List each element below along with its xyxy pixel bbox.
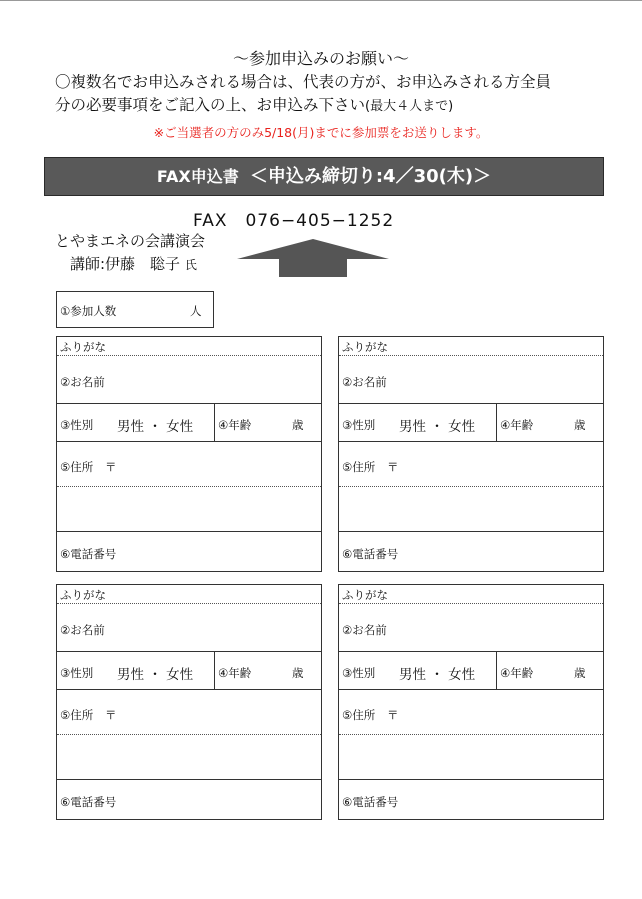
gender-label: ③性別 — [60, 666, 94, 680]
age-unit: 歳 — [292, 418, 304, 432]
gender-options[interactable]: 男性 ・ 女性 — [399, 419, 476, 435]
top-border — [0, 0, 642, 1]
gender-label: ③性別 — [60, 418, 94, 432]
gender-label: ③性別 — [342, 418, 376, 432]
furigana-label: ふりがな — [60, 588, 106, 602]
phone-label: ⑥電話番号 — [342, 795, 399, 809]
banner-deadline: ＜申込み締切り:4／30(木)＞ — [249, 166, 492, 187]
gender-options[interactable]: 男性 ・ 女性 — [399, 667, 476, 683]
name-label: ②お名前 — [342, 375, 387, 389]
fax-number: FAX 076−405−1252 — [193, 211, 395, 231]
participant-count-field[interactable] — [56, 291, 214, 328]
name-label: ②お名前 — [60, 375, 105, 389]
applicant-form-3[interactable] — [56, 584, 322, 820]
lecturer-name — [70, 253, 197, 274]
age-unit: 歳 — [292, 666, 304, 680]
instruction-line-1: 〇複数名でお申込みされる場合は、代表の方が、お申込みされる方全員 — [55, 73, 552, 91]
applicant-form-4[interactable] — [338, 584, 604, 820]
furigana-label: ふりがな — [342, 340, 388, 354]
postal-mark: 〒 — [387, 708, 399, 722]
event-name: とやまエネの会講演会 — [55, 232, 206, 250]
furigana-label: ふりがな — [60, 340, 106, 354]
address-label: ⑤住所 — [60, 460, 94, 474]
age-label: ④年齢 — [218, 666, 252, 680]
participant-count-label: ①参加人数 — [60, 304, 117, 318]
age-unit: 歳 — [574, 666, 586, 680]
winner-notice: ※ご当選者の方のみ5/18(月)までに参加票をお送りします。 — [153, 125, 489, 140]
fax-form-banner — [44, 157, 604, 196]
postal-mark: 〒 — [105, 460, 117, 474]
lecturer-label: 講師:伊藤 聡子 — [70, 255, 181, 273]
postal-mark: 〒 — [105, 708, 117, 722]
age-label: ④年齢 — [500, 666, 534, 680]
page-title: 〜参加申込みのお願い〜 — [232, 49, 409, 68]
instruction-line-2 — [55, 93, 453, 115]
address-label: ⑤住所 — [60, 708, 94, 722]
address-label: ⑤住所 — [342, 708, 376, 722]
age-label: ④年齢 — [500, 418, 534, 432]
up-arrow-icon — [235, 237, 391, 279]
lecturer-suffix: 氏 — [184, 258, 197, 272]
participant-count-unit: 人 — [190, 304, 202, 318]
age-label: ④年齢 — [218, 418, 252, 432]
name-label: ②お名前 — [60, 623, 105, 637]
address-label: ⑤住所 — [342, 460, 376, 474]
applicant-form-2[interactable] — [338, 336, 604, 572]
instruction-main: 分の必要事項をご記入の上、お申込み下さい — [55, 96, 366, 114]
gender-options[interactable]: 男性 ・ 女性 — [117, 419, 194, 435]
banner-label: FAX申込書 — [156, 167, 239, 186]
gender-label: ③性別 — [342, 666, 376, 680]
postal-mark: 〒 — [387, 460, 399, 474]
phone-label: ⑥電話番号 — [60, 795, 117, 809]
instruction-limit: (最大４人まで) — [365, 99, 454, 114]
age-unit: 歳 — [574, 418, 586, 432]
phone-label: ⑥電話番号 — [342, 547, 399, 561]
gender-options[interactable]: 男性 ・ 女性 — [117, 667, 194, 683]
furigana-label: ふりがな — [342, 588, 388, 602]
name-label: ②お名前 — [342, 623, 387, 637]
phone-label: ⑥電話番号 — [60, 547, 117, 561]
applicant-form-1[interactable] — [56, 336, 322, 572]
